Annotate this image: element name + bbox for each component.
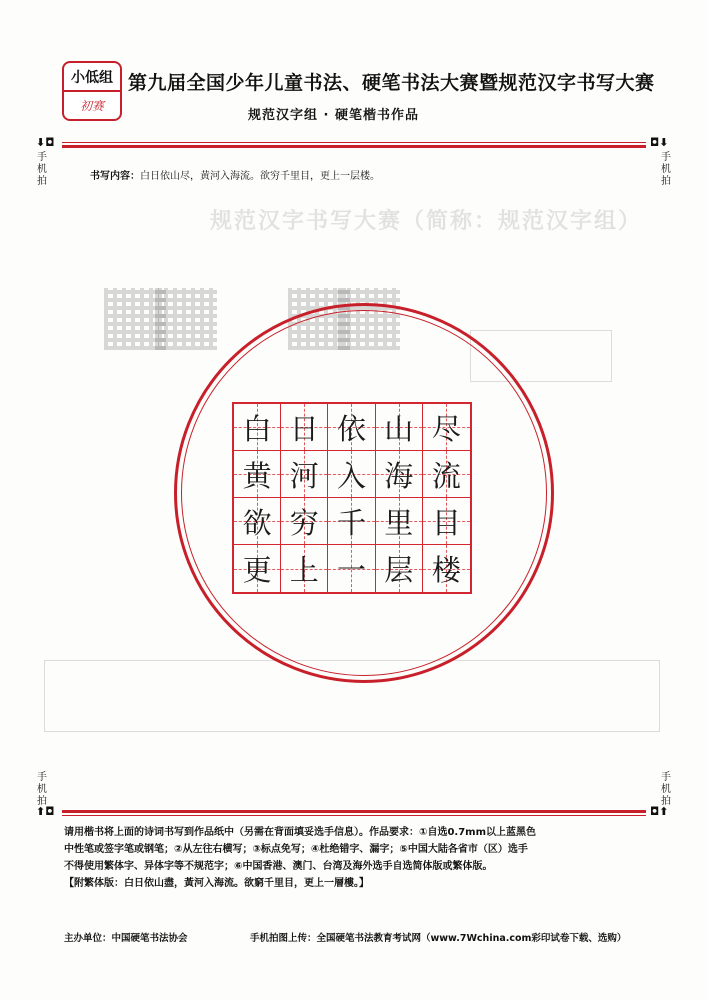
writing-content-text: 白日依山尽，黄河入海流。欲穷千里目，更上一层楼。	[140, 171, 380, 182]
handwritten-char: 楼	[431, 553, 461, 587]
organizer-text: 主办单位：中国硬笔书法协会	[64, 933, 188, 944]
photo-mark-label: 手机拍	[37, 152, 47, 187]
camera-icon: ⬆◘	[36, 805, 55, 818]
round-stamp: 初赛	[79, 99, 104, 113]
handwritten-char: 河	[289, 458, 319, 493]
instruction-line: 中性笔或签字笔或钢笔；②从左往右横写；③标点免写；④杜绝错字、漏字；⑤中国大陆各省市（区）选手	[64, 844, 528, 855]
grid-cell	[281, 404, 328, 451]
grid-cell	[234, 545, 281, 592]
camera-icon: ⬇◘	[36, 136, 55, 149]
grid-cell	[423, 404, 470, 451]
grid-cell	[423, 545, 470, 592]
handwritten-char: 里	[384, 505, 414, 540]
handwritten-char: 千	[336, 505, 366, 540]
grid-cell	[376, 404, 423, 451]
grid-cell	[376, 545, 423, 592]
grid-cell	[423, 498, 470, 545]
reverse-side-title: 规范汉字书写大赛（简称：规范汉字组）	[210, 209, 643, 234]
grid-cell	[281, 498, 328, 545]
upload-info-text: 手机拍图上传：全国硬笔书法教育考试网（www.7Wchina.com彩印试卷下载、选购）	[250, 933, 627, 944]
photo-mark-label: 手机拍	[661, 772, 671, 807]
handwritten-char: 一	[336, 553, 366, 587]
grid-cell	[376, 451, 423, 498]
grid-cell	[281, 545, 328, 592]
grid-cell	[234, 404, 281, 451]
handwritten-char: 依	[336, 411, 366, 446]
grid-cell	[423, 451, 470, 498]
photo-mark-label: 手机拍	[661, 152, 671, 187]
grid-cell	[328, 545, 375, 592]
handwritten-char: 海	[384, 458, 414, 493]
handwritten-char: 目	[431, 505, 461, 540]
top-red-rule	[62, 142, 646, 148]
group-badge	[62, 61, 122, 121]
writing-content-label: 书写内容：	[90, 171, 140, 182]
handwritten-char: 日	[289, 411, 319, 446]
handwritten-char: 更	[242, 553, 272, 587]
instructions-block	[64, 824, 646, 892]
grid-cell	[328, 451, 375, 498]
grid-cell	[281, 451, 328, 498]
handwritten-char: 黄	[242, 458, 272, 493]
grid-cell	[328, 404, 375, 451]
grid-cell	[328, 498, 375, 545]
grid-cell	[376, 498, 423, 545]
instruction-line: 请用楷书将上面的诗词书写到作品纸中（另需在背面填妥选手信息）。作品要求：①自选0.7mm以上蓝黑色	[64, 827, 537, 838]
group-label: 小低组	[64, 63, 120, 92]
calligraphy-grid	[232, 402, 472, 594]
handwritten-char: 穷	[289, 505, 319, 540]
instruction-line: 不得使用繁体字、异体字等不规范字；⑥中国香港、澳门、台湾及海外选手自选简体版或繁体版。	[64, 861, 493, 872]
camera-icon: ◘⬆	[650, 805, 669, 818]
page-subtitle: 规范汉字组 · 硬笔楷书作品	[248, 108, 419, 123]
photo-mark-label: 手机拍	[37, 772, 47, 807]
grid-cell	[234, 451, 281, 498]
traditional-version-line: 【附繁体版：白日依山盡，黃河入海流。欲窮千里目，更上一層樓。】	[64, 878, 369, 889]
handwritten-char: 尽	[431, 411, 461, 446]
bottom-red-rule	[62, 810, 646, 816]
reverse-qr-code	[155, 288, 217, 350]
handwritten-char: 上	[289, 553, 319, 587]
handwritten-char: 流	[431, 458, 461, 493]
handwritten-char: 山	[384, 411, 414, 446]
handwritten-char: 层	[384, 553, 414, 587]
handwritten-char: 白	[242, 411, 272, 446]
page-title: 第九届全国少年儿童书法、硬笔书法大赛暨规范汉字书写大赛	[128, 72, 655, 94]
handwritten-char: 入	[336, 458, 366, 493]
handwritten-char: 欲	[242, 505, 272, 540]
camera-icon: ◘⬇	[650, 136, 669, 149]
grid-cell	[234, 498, 281, 545]
writing-content	[90, 167, 380, 182]
